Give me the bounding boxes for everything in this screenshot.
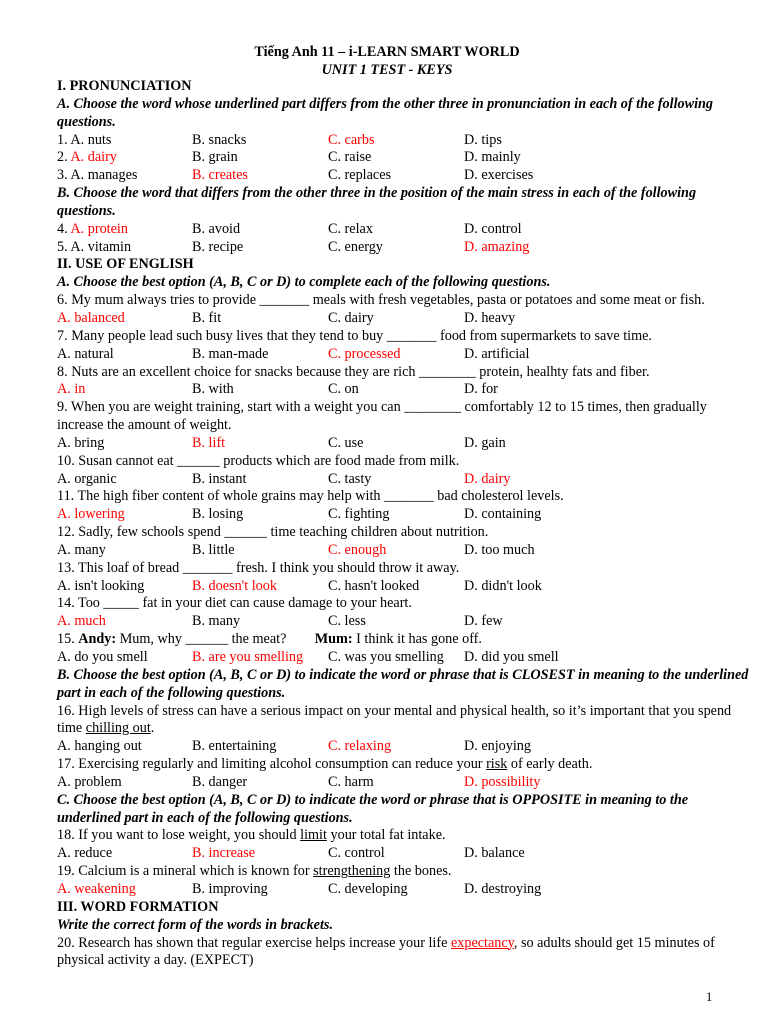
answer-option — [57, 471, 117, 489]
answer-options — [57, 542, 752, 560]
answer-option — [328, 613, 366, 631]
answer-option — [192, 738, 276, 756]
option-text: D. balance — [464, 845, 525, 862]
option-text: C. hasn't looked — [328, 577, 420, 594]
option-text: B. with — [192, 381, 234, 398]
answer-options — [57, 435, 752, 453]
instruction: C. Choose the best option (A, B, C or D) to indicate the word or phrase that is OPPOSITE in meaning to the underlined part in each of the following questions. — [57, 791, 689, 826]
question-text — [57, 631, 752, 649]
answer-option — [57, 845, 112, 863]
answer-option — [464, 881, 541, 899]
correct-answer: A. lowering — [57, 506, 125, 523]
answer-option — [192, 471, 246, 489]
answer-option — [57, 881, 136, 899]
question-segment: 13. This loaf of bread _______ fresh. I think you should throw it away. — [57, 559, 460, 576]
option-text: B. grain — [192, 149, 238, 166]
correct-answer: A. much — [57, 613, 106, 630]
option-text: D. destroying — [464, 880, 542, 897]
answer-option — [57, 310, 125, 328]
question-segment: 8. Nuts are an excellent choice for snacks because they are rich ________ protein, healhty fats and fiber. — [57, 363, 650, 380]
answer-option — [192, 381, 234, 399]
answer-option — [192, 613, 240, 631]
option-text: B. recipe — [192, 238, 244, 255]
question-text — [57, 595, 752, 613]
answer-option — [57, 239, 131, 257]
speaker-label: Andy: — [78, 631, 117, 648]
answer-option — [464, 167, 533, 185]
question-segment: 20. Research has shown that regular exercise helps increase your life — [57, 934, 451, 951]
answer-option — [464, 542, 535, 560]
option-text: A. problem — [57, 773, 122, 790]
answer-options — [57, 881, 752, 899]
document-title: Tiếng Anh 11 – i-LEARN SMART WORLD — [254, 44, 520, 60]
option-text: B. man-made — [192, 345, 269, 362]
question-text — [57, 756, 752, 774]
answer-option — [464, 613, 503, 631]
option-text: B. little — [192, 541, 235, 558]
correct-answer: C. carbs — [328, 131, 375, 148]
option-text: A. organic — [57, 470, 117, 487]
option-text: D. mainly — [464, 149, 521, 166]
question-text — [57, 560, 752, 578]
answer-option — [328, 221, 373, 239]
correct-answer: B. are you smelling — [192, 649, 304, 665]
option-text: D. for — [464, 381, 498, 398]
answer-option — [192, 881, 268, 899]
answer-options — [57, 149, 752, 167]
answer-option — [192, 506, 243, 524]
underlined-phrase: strengthening — [313, 863, 391, 880]
question-segment: 10. Susan cannot eat ______ products which are food made from milk. — [57, 452, 460, 469]
answer-option — [464, 221, 522, 239]
section-heading: I. PRONUNCIATION — [57, 78, 192, 94]
correct-answer: D. possibility — [464, 773, 541, 790]
question-text — [57, 935, 752, 971]
question-segment: the bones. — [390, 863, 452, 880]
option-text: C. energy — [328, 238, 383, 255]
option-text: D. enjoying — [464, 738, 531, 755]
option-text: A. natural — [57, 345, 114, 362]
option-text: C. fighting — [328, 506, 390, 523]
instruction: B. Choose the best option (A, B, C or D) to indicate the word or phrase that is CLOSEST in meaning to the underlined part in each of the following questions. — [57, 666, 749, 701]
page-number: 1 — [706, 990, 713, 1004]
answer-option — [57, 649, 148, 667]
answer-option — [57, 435, 104, 453]
option-text: A. vitamin — [70, 238, 132, 255]
question-segment: your total fat intake. — [326, 827, 446, 844]
option-text: A. do you smell — [57, 649, 148, 665]
question-segment: 7. Many people lead such busy lives that they tend to buy _______ food from supermarkets to save time. — [57, 327, 652, 344]
answer-options — [57, 774, 752, 792]
correct-answer: A. balanced — [57, 309, 125, 326]
answer-option — [57, 132, 111, 150]
question-segment: 11. The high fiber content of whole grains may help with _______ bad cholesterol levels. — [57, 488, 564, 505]
answer-option — [57, 221, 128, 239]
option-text: B. avoid — [192, 220, 241, 237]
question-number: 5. — [57, 238, 68, 255]
answer-option — [464, 149, 521, 167]
answer-options — [57, 381, 752, 399]
option-text: D. didn't look — [464, 577, 542, 594]
answer-options — [57, 346, 752, 364]
section-heading: III. WORD FORMATION — [57, 898, 219, 915]
answer-option — [57, 346, 114, 364]
answer-options — [57, 845, 752, 863]
answer-option — [192, 774, 247, 792]
option-text: D. few — [464, 613, 503, 630]
underlined-phrase: limit — [300, 827, 327, 844]
answer-option — [464, 435, 506, 453]
correct-answer: A. weakening — [57, 880, 136, 897]
answer-option — [328, 132, 375, 150]
answer-option — [192, 149, 238, 167]
answer-option — [464, 578, 542, 596]
question-segment: 15. — [57, 631, 79, 648]
option-text: B. many — [192, 613, 241, 630]
option-text: C. developing — [328, 880, 408, 897]
option-text: D. exercises — [464, 167, 534, 184]
option-text: C. raise — [328, 149, 372, 166]
answer-option — [328, 471, 371, 489]
answer-option — [328, 506, 389, 524]
option-text: D. heavy — [464, 309, 516, 326]
option-text: B. improving — [192, 880, 268, 897]
correct-answer: C. relaxing — [328, 738, 392, 755]
document-subtitle: UNIT 1 TEST - KEYS — [321, 62, 453, 78]
option-text: D. control — [464, 220, 522, 237]
answer-option — [57, 381, 85, 399]
option-text: B. instant — [192, 470, 247, 487]
answer-option — [464, 774, 540, 792]
question-text — [57, 364, 752, 382]
underlined-phrase: risk — [486, 756, 508, 773]
answer-option — [328, 310, 374, 328]
answer-option — [328, 167, 391, 185]
answer-option — [328, 578, 419, 596]
answer-option — [57, 613, 106, 631]
question-segment: I think it has gone off. — [352, 631, 482, 648]
answer-option — [57, 578, 144, 596]
option-text: D. artificial — [464, 345, 530, 362]
option-text: B. entertaining — [192, 738, 277, 755]
answer-option — [192, 542, 235, 560]
answer-option — [328, 381, 359, 399]
option-text: D. too much — [464, 541, 535, 558]
question-text — [57, 292, 752, 310]
answer-option — [192, 239, 243, 257]
answer-options — [57, 167, 752, 185]
question-segment: 12. Sadly, few schools spend ______ time teaching children about nutrition. — [57, 524, 489, 541]
question-segment: 17. Exercising regularly and limiting alcohol consumption can reduce your — [57, 756, 487, 773]
answer-options — [57, 221, 752, 239]
answer-option — [328, 435, 363, 453]
option-text: A. isn't looking — [57, 577, 145, 594]
answer-option — [57, 506, 125, 524]
question-text — [57, 328, 752, 346]
question-segment: 14. Too _____ fat in your diet can cause damage to your heart. — [57, 595, 412, 612]
correct-answer: C. processed — [328, 345, 401, 362]
option-text: C. control — [328, 845, 385, 862]
option-text: C. harm — [328, 773, 374, 790]
correct-answer: B. creates — [192, 167, 248, 184]
answer-option — [328, 738, 391, 756]
question-number: 1. — [57, 131, 68, 148]
answer-option — [464, 132, 502, 150]
option-text: C. tasty — [328, 470, 372, 487]
answer-option — [192, 435, 225, 453]
answer-option — [328, 845, 385, 863]
answer-option — [464, 310, 515, 328]
answer-options — [57, 471, 752, 489]
answer-option — [328, 774, 374, 792]
option-text: C. use — [328, 434, 364, 451]
question-segment: 19. Calcium is a mineral which is known for — [57, 863, 314, 880]
answer-options — [57, 310, 752, 328]
question-text — [57, 863, 752, 881]
correct-answer: C. enough — [328, 541, 387, 558]
question-number: 4. — [57, 220, 68, 237]
correct-answer: A. in — [57, 381, 86, 398]
answer-option — [328, 149, 371, 167]
answer-option — [464, 738, 531, 756]
question-segment: , so adults should get 15 minutes of physical activity a day. (EXPECT) — [57, 934, 719, 969]
question-text — [57, 399, 752, 435]
correct-answer: B. increase — [192, 845, 256, 862]
question-number: 3. — [57, 167, 68, 184]
underlined-phrase: expectancy — [450, 934, 514, 951]
option-text: C. on — [328, 381, 359, 398]
correct-answer: D. dairy — [464, 470, 511, 487]
question-text — [57, 827, 752, 845]
option-text: A. bring — [57, 434, 105, 451]
instruction: Write the correct form of the words in brackets. — [57, 916, 333, 933]
option-text: D. containing — [464, 506, 542, 523]
answer-options — [57, 578, 752, 596]
option-text: D. gain — [464, 434, 506, 451]
answer-option — [328, 881, 408, 899]
question-segment: 9. When you are weight training, start with a weight you can ________ comfortably 12 to 15 times, then gradually increase the amount of weight. — [57, 399, 711, 434]
answer-options — [57, 239, 752, 257]
option-text: B. danger — [192, 773, 248, 790]
question-text — [57, 488, 752, 506]
section-heading: II. USE OF ENGLISH — [57, 256, 194, 273]
question-segment: Mum, why ______ the meat? — [116, 631, 315, 648]
answer-option — [57, 738, 142, 756]
question-text — [57, 453, 752, 471]
option-text: A. many — [57, 541, 106, 558]
option-text: C. relax — [328, 220, 373, 237]
correct-answer: A. dairy — [70, 149, 117, 166]
answer-option — [192, 310, 221, 328]
answer-option — [57, 149, 117, 167]
option-text: B. fit — [192, 309, 222, 326]
answer-option — [464, 239, 529, 257]
answer-option — [192, 167, 248, 185]
question-number: 2. — [57, 149, 68, 166]
answer-option — [464, 471, 511, 489]
correct-answer: B. lift — [192, 434, 226, 451]
answer-options — [57, 613, 752, 631]
option-text: C. dairy — [328, 309, 374, 326]
question-text — [57, 703, 752, 739]
correct-answer: D. amazing — [464, 238, 530, 255]
option-text: A. manages — [70, 167, 138, 184]
option-text: A. nuts — [70, 131, 112, 148]
answer-option — [192, 132, 246, 150]
answer-options — [57, 506, 752, 524]
option-text: C. less — [328, 613, 366, 630]
instruction: A. Choose the best option (A, B, C or D) to complete each of the following questions. — [57, 274, 551, 291]
answer-option — [328, 239, 383, 257]
question-segment: . — [150, 720, 155, 737]
answer-option — [328, 346, 401, 364]
answer-options — [57, 132, 752, 150]
option-text: A. reduce — [57, 845, 113, 862]
answer-option — [57, 542, 106, 560]
answer-option — [192, 649, 303, 667]
answer-option — [57, 774, 122, 792]
answer-option — [464, 845, 525, 863]
instruction: B. Choose the word that differs from the other three in the position of the main stress in each of the following questions. — [57, 185, 697, 219]
answer-option — [464, 649, 559, 667]
option-text: B. snacks — [192, 131, 247, 148]
test-content — [57, 78, 752, 970]
answer-option — [192, 578, 277, 596]
answer-option — [328, 649, 444, 667]
option-text: B. losing — [192, 506, 244, 523]
question-text — [57, 524, 752, 542]
speaker-label: Mum: — [314, 631, 353, 648]
option-text: A. hanging out — [57, 738, 142, 755]
correct-answer: B. doesn't look — [192, 577, 277, 594]
option-text: D. did you smell — [464, 649, 559, 665]
answer-option — [328, 542, 386, 560]
answer-option — [464, 346, 529, 364]
question-segment: of early death. — [507, 756, 593, 773]
answer-option — [57, 167, 137, 185]
answer-option — [192, 221, 240, 239]
option-text: C. was you smelling — [328, 649, 444, 665]
question-segment: 16. High levels of stress can have a serious impact on your mental and physical health, so it’s important that you spend time — [57, 702, 735, 737]
underlined-phrase: chilling out — [85, 720, 151, 737]
answer-option — [192, 346, 268, 364]
instruction: A. Choose the word whose underlined part differs from the other three in pronunciation in each of the following questions. — [57, 95, 714, 130]
option-text: D. tips — [464, 131, 502, 148]
answer-options — [57, 738, 752, 756]
answer-option — [464, 506, 541, 524]
question-segment: 6. My mum always tries to provide _______ meals with fresh vegetables, pasta or potatoes and some meat or fish. — [57, 292, 705, 309]
option-text: C. replaces — [328, 167, 392, 184]
answer-options — [57, 649, 752, 667]
answer-option — [192, 845, 255, 863]
correct-answer: A. protein — [70, 220, 128, 237]
answer-option — [464, 381, 498, 399]
question-segment: 18. If you want to lose weight, you should — [57, 827, 301, 844]
